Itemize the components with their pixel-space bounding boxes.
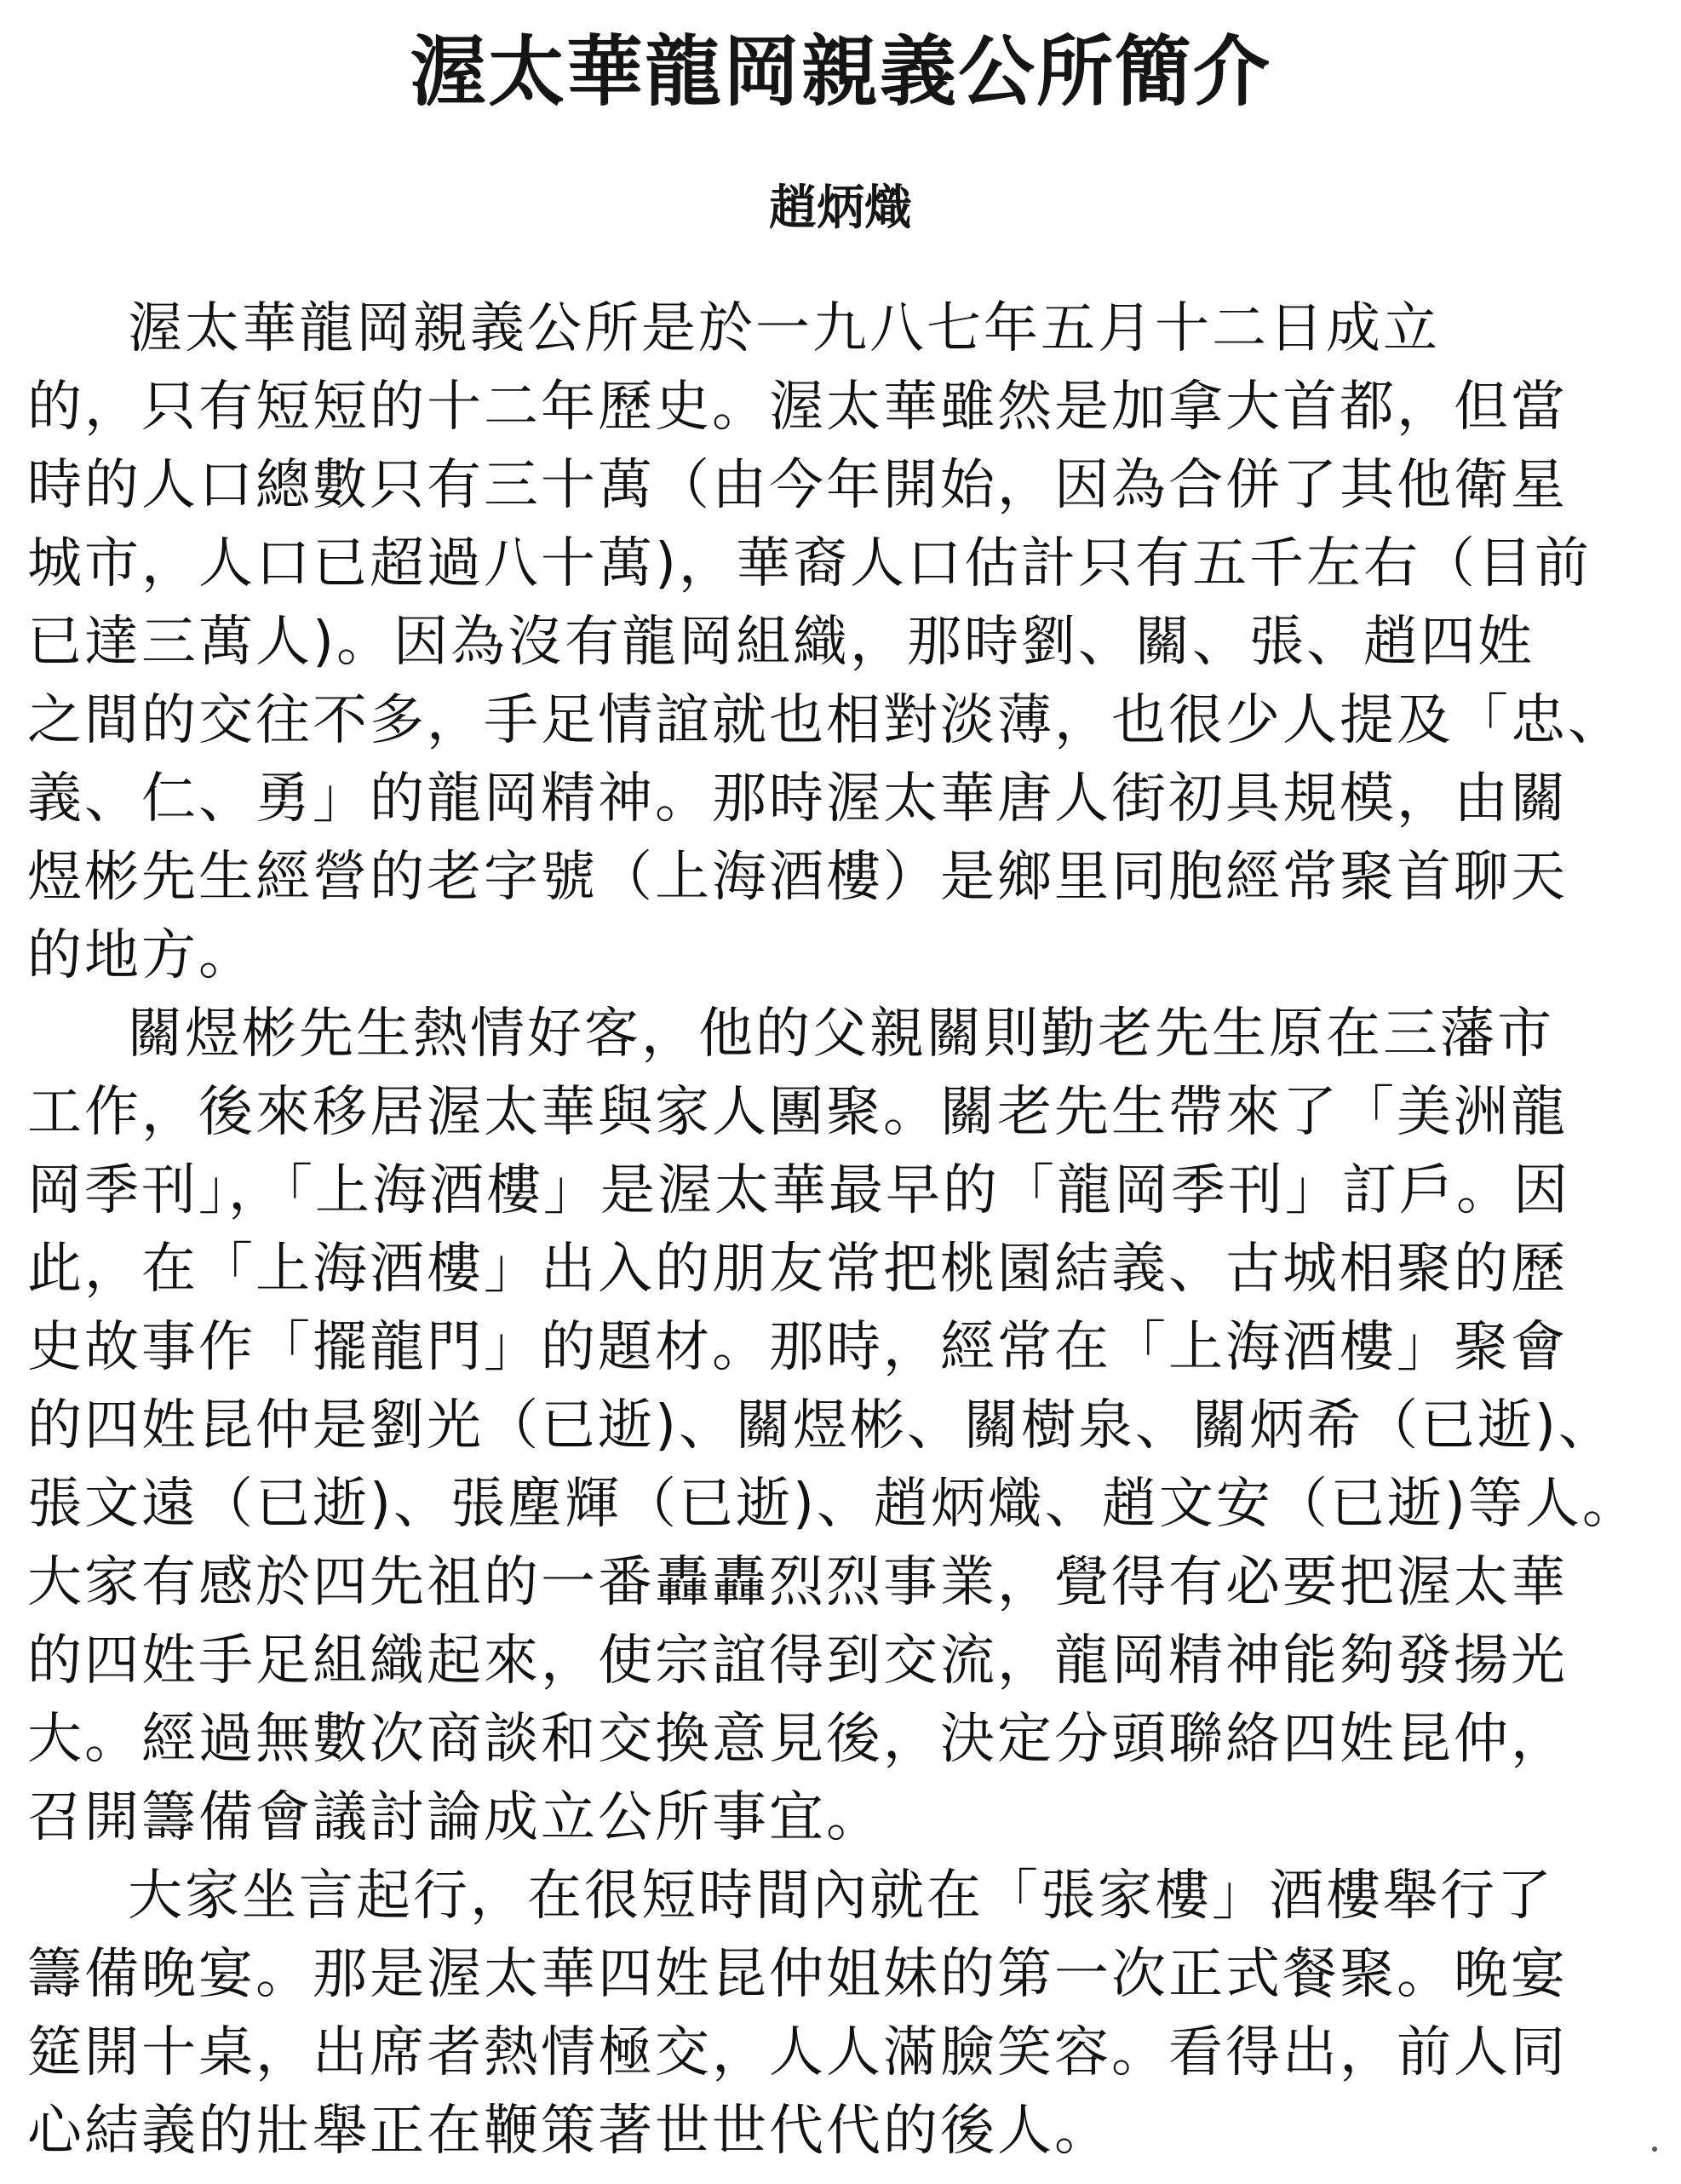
- paragraph-1-line-1: 渥太華龍岡親義公所是於一九八七年五月十二日成立: [128, 297, 1440, 360]
- paragraph-2-line-11: 召開籌備會議討論成立公所事宜。: [27, 1786, 883, 1849]
- paragraph-2-line-10: 大。經過無數次商談和交換意見後，決定分頭聯絡四姓昆仲，: [27, 1708, 1568, 1771]
- scan-speck: [1652, 2147, 1657, 2152]
- paragraph-1-line-6: 之間的交往不多，手足情誼就也相對淡薄，也很少人提及「忠、: [27, 689, 1625, 752]
- paragraph-1-line-8: 煜彬先生經營的老字號（上海酒樓）是鄉里同胞經常聚首聊天: [27, 846, 1568, 909]
- paragraph-2-line-8: 大家有感於四先祖的一番轟轟烈烈事業，覺得有必要把渥太華: [27, 1551, 1568, 1614]
- paragraph-1-line-9: 的地方。: [27, 924, 255, 987]
- author-name: 趙炳熾: [769, 181, 912, 236]
- paragraph-2-line-7: 張文遠（已逝)、張塵輝（已逝)、趙炳熾、趙文安（已逝)等人。: [27, 1473, 1639, 1536]
- paragraph-3-line-4: 心結義的壯舉正在鞭策著世世代代的後人。: [27, 2100, 1111, 2163]
- paragraph-2-line-2: 工作，後來移居渥太華與家人團聚。關老先生帶來了「美洲龍: [27, 1081, 1568, 1144]
- paragraph-2-line-4: 此，在「上海酒樓」出入的朋友常把桃園結義、古城相聚的歷: [27, 1238, 1568, 1301]
- paragraph-1-line-2: 的，只有短短的十二年歷史。渥太華雖然是加拿大首都，但當: [27, 376, 1568, 439]
- paragraph-3-line-2: 籌備晚宴。那是渥太華四姓昆仲姐妹的第一次正式餐聚。晚宴: [27, 1943, 1568, 2006]
- paragraph-1-line-4: 城市，人口已超過八十萬)，華裔人口估計只有五千左右（目前: [27, 532, 1592, 595]
- paragraph-2-line-1: 關煜彬先生熱情好客，他的父親關則勤老先生原在三藩市: [128, 1003, 1554, 1066]
- paragraph-2-line-3: 岡季刊」，「上海酒樓」是渥太華最早的「龍岡季刊」訂戶。因: [27, 1159, 1570, 1222]
- paragraph-2-line-6: 的四姓昆仲是劉光（已逝)、關煜彬、關樹泉、關炳希（已逝)、: [27, 1394, 1615, 1457]
- paragraph-3-line-1: 大家坐言起行，在很短時間內就在「張家樓」酒樓舉行了: [128, 1865, 1554, 1928]
- document-title: 渥太華龍岡親義公所簡介: [410, 27, 1271, 117]
- paragraph-1-line-3: 時的人口總數只有三十萬（由今年開始，因為合併了其他衛星: [27, 454, 1568, 517]
- paragraph-1-line-7: 義、仁、勇」的龍岡精神。那時渥太華唐人街初具規模，由關: [27, 767, 1568, 830]
- paragraph-2-line-5: 史故事作「擺龍門」的題材。那時，經常在「上海酒樓」聚會: [27, 1316, 1568, 1379]
- paragraph-3-line-3: 筵開十桌，出席者熱情極交，人人滿臉笑容。看得出，前人同: [27, 2021, 1568, 2084]
- paragraph-2-line-9: 的四姓手足組織起來，使宗誼得到交流，龍岡精神能夠發揚光: [27, 1629, 1568, 1693]
- article-body: [27, 290, 1639, 2170]
- paragraph-1-line-5: 已達三萬人)。因為沒有龍岡組織，那時劉、關、張、趙四姓: [27, 611, 1535, 674]
